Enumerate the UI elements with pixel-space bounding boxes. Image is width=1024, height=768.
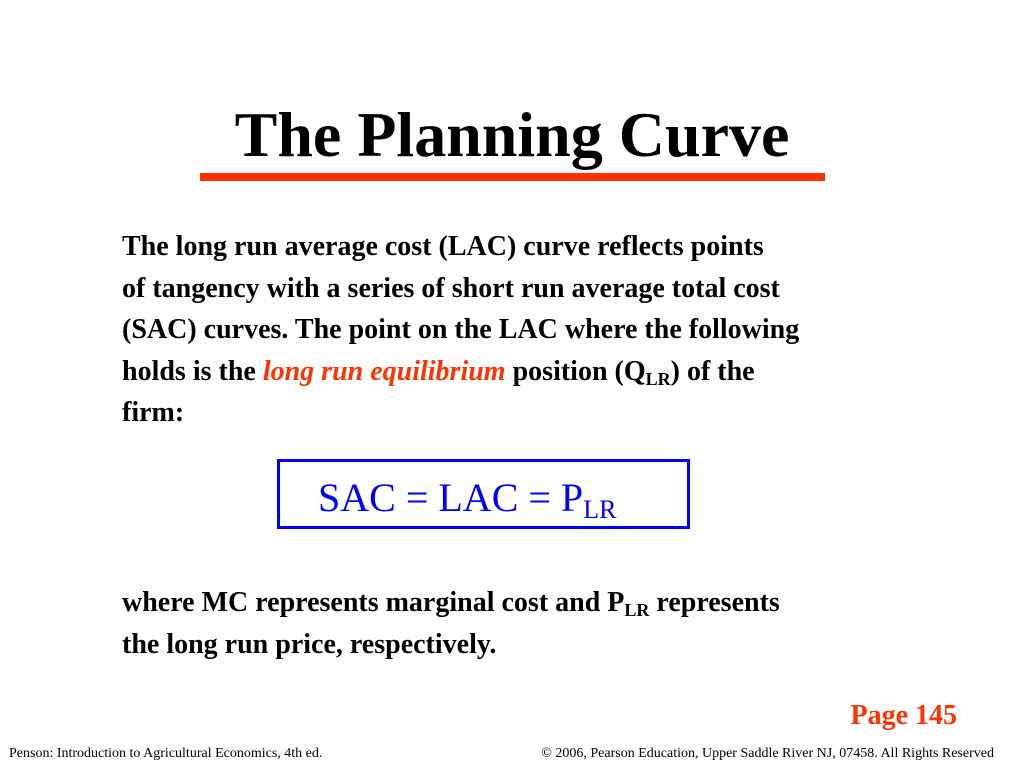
explanation-paragraph (122, 582, 982, 665)
explanation-line-2: the long run price, respectively. (122, 628, 497, 660)
footer-book-title: Penson: Introduction to Agricultural Economics, 4th ed. (9, 746, 323, 761)
definition-paragraph (122, 226, 982, 434)
paragraph-line-4-start: holds is the (122, 355, 263, 387)
equilibrium-equation (318, 475, 617, 524)
paragraph-line-3: (SAC) curves. The point on the LAC where the following (122, 314, 800, 345)
page-number: Page 145 (850, 700, 957, 731)
paragraph-line-5: firm: (122, 397, 185, 428)
quantity-subscript: LR (645, 368, 671, 389)
equation-box (277, 459, 690, 529)
footer-copyright: © 2006, Pearson Education, Upper Saddle River NJ, 07458. All Rights Reserved (541, 746, 994, 761)
equation-main: SAC = LAC = P (318, 475, 584, 520)
equation-subscript: LR (583, 495, 617, 524)
paragraph-line-4-end: ) of the (670, 355, 755, 387)
long-run-equilibrium-emphasis: long run equilibrium (262, 355, 506, 387)
paragraph-line-4-middle: position (Q (505, 355, 646, 387)
paragraph-line-1: The long run average cost (LAC) curve reflects points (122, 231, 764, 262)
explanation-line-1-end: represents (649, 587, 780, 618)
explanation-line-1-start: where MC represents marginal cost and P (122, 587, 625, 618)
price-subscript: LR (624, 600, 650, 620)
paragraph-line-2: of tangency with a series of short run average total cost (122, 272, 780, 304)
slide-title: The Planning Curve (234, 99, 790, 170)
title-underline (200, 173, 825, 181)
